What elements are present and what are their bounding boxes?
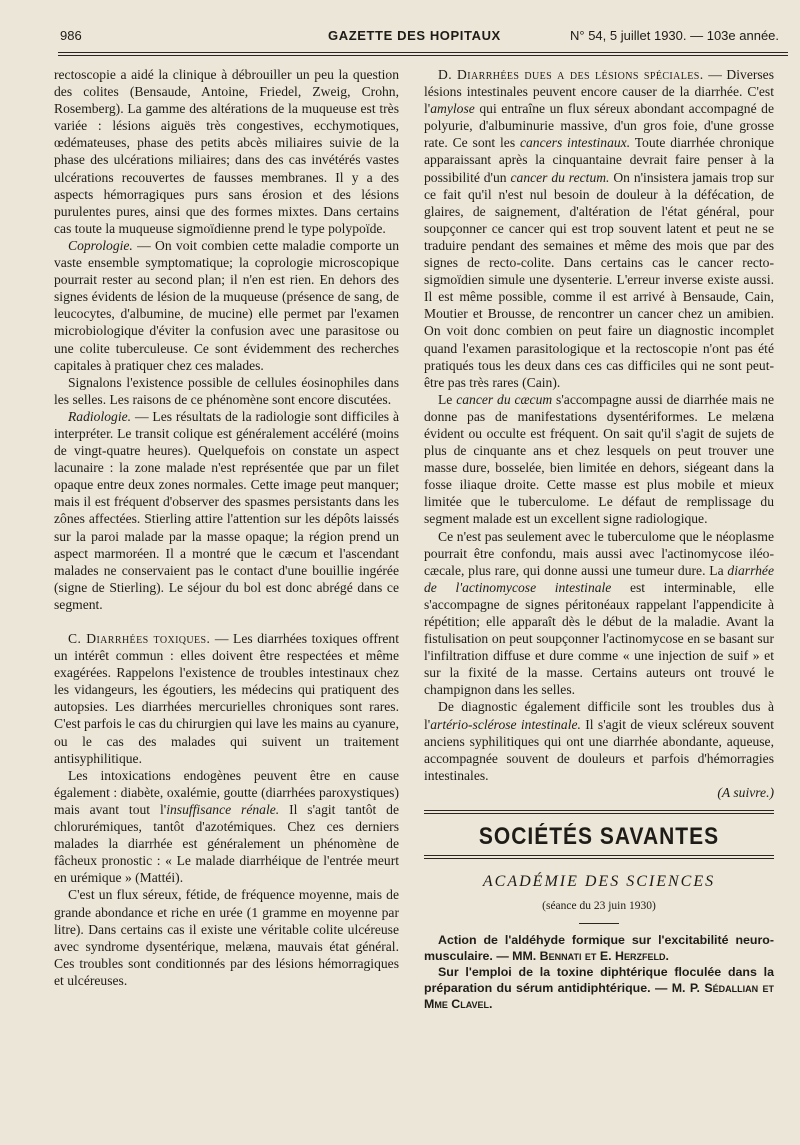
paragraph-text: rectoscopie a aidé la clinique à débrouiller un peu la question des colites (Bensaude, Antoine, Friedel, Zweig, Crohn, Rosemberg). La gamme des altérations de la muqueuse est très variée : lésions aiguës très congestives, ecchymotiques, œdémateuses, phase des petits abcès miliaires suivie de la phase des ulcérations miliaires; dans des cas invétérés vastes ulcérations recouvertes de fausses membranes. Il y a des aspects hémorragiques purs sans érosion et des lésions purulentes pures, ainsi que des formes mixtes. Dans certains cas toute la muqueuse sigmoïdienne prend le type polypoïde. bbox=[54, 67, 399, 236]
paragraph bbox=[54, 630, 399, 767]
paragraph-text: — Diverses lésions intestinales peuvent encore causer de la diarrhée. C'est l' bbox=[424, 67, 774, 117]
paragraph-text: — On voit combien cette maladie comporte un vaste ensemble symptomatique; la coprologie microscopique pourrait rester au second plan; il n'en est rien. En dehors des signes évidents de lésion de la muqueuse (présence de sang, de leucocytes, d'albumine, de mucine) elle permet par l'examen microbiologique d'éviter la confusion avec une parasitose ou une colite tuberculeuse. Ce sont évidemment des recherches capitales à pratiquer chez ces malades. bbox=[54, 237, 399, 373]
paragraph bbox=[54, 66, 399, 237]
paragraph bbox=[424, 528, 774, 699]
paragraph-text: On n'insistera jamais trop sur ce fait qu'il n'est nul besoin de douleur à la défécation, de glaires, de saignement, d'altération de l'état général, pour soupçonner ce cancer qui est trop souvent latent et peut ne se traduire pendant des semaines et même des mois que par des signes de recto-colite. Dans certains cas le cancer recto-sigmoïdien simule une dysenterie. L'erreur inverse existe aussi. Il est même possible, comme il est arrivé à Bensaude, Cain, Moutier et Brousse, de rencontrer un cancer chez un amibien. On voit donc combien on peut faire un diagnostic incomplet quand l'examen parasitologique et la rectoscopie n'ont pas été pratiqués tous les deux dans ces cas difficiles qui ne sont peut-être pas très rares (Cain). bbox=[424, 169, 774, 390]
abstract-item bbox=[424, 932, 774, 964]
paragraph bbox=[424, 698, 774, 783]
paragraph bbox=[54, 408, 399, 613]
section-title: SOCIÉTÉS SAVANTES bbox=[478, 823, 720, 850]
emphasis: cancers intestinaux. bbox=[519, 135, 631, 151]
paragraph-text: C'est un flux séreux, fétide, de fréquence moyenne, mais de grande abondance et riche en urée (1 gramme en moyenne par litre). Dans certains cas il existe une véritable colite ulcéreuse avec syndrome dysentérique, melæna, mauvais état général. Ces troubles sont conditionnés par des lésions hémorragiques et ulcéreuses. bbox=[54, 887, 399, 988]
session-date: (séance du 23 juin 1930) bbox=[542, 900, 656, 913]
abstract-title: Sur l'emploi de la toxine diphtérique floculée dans la préparation du sérum antidiphtérique. bbox=[424, 965, 774, 996]
emphasis: amylose bbox=[430, 101, 475, 117]
paragraph-text: Il s'agit de vieux scléreux souvent anciens syphilitiques qui ont une diarrhée abondante, aqueuse, accompagnée souvent de douleurs et parfois d'hémorragies intestinales. bbox=[424, 716, 774, 783]
paragraph-text: De diagnostic également difficile sont les troubles dus à l' bbox=[424, 699, 774, 732]
paragraph-text: qui entraîne un flux séreux abondant accompagné de polyurie, d'albuminurie massive, d'un gros foie, d'une grosse rate. Ce sont les bbox=[424, 101, 774, 151]
right-column bbox=[424, 66, 774, 1012]
paragraph-label: Radiologie. bbox=[68, 408, 132, 424]
section-heading: D. Diarrhées dues a des lésions spéciales. bbox=[438, 67, 704, 82]
abstract-authors: — M. P. Sédallian et Mme Clavel. bbox=[424, 981, 774, 1012]
paragraph bbox=[54, 886, 399, 989]
abstract-item bbox=[424, 964, 774, 1012]
emphasis: artério-sclérose intestinale. bbox=[430, 716, 581, 732]
abstract-authors: — MM. Bennati et E. Herzfeld. bbox=[492, 949, 669, 964]
short-rule bbox=[579, 923, 619, 924]
emphasis: cancer du cæcum bbox=[456, 391, 553, 407]
issue-info: N° 54, 5 juillet 1930. — 103e année. bbox=[570, 28, 780, 43]
paragraph-text: — Les diarrhées toxiques offrent un intérêt commun : elles doivent être respectées et même exagérées. Rappelons l'existence de troubles intestinaux chez les vidangeurs, les égoutiers, les médecins qui pratiquent des autopsies. Les diarrhées mercurielles chroniques sont rares. C'est parfois le cas du chirurgien qui lave les mains au cyanure, ou le cas des malades qui suivent un traitement antisyphilitique. bbox=[54, 631, 399, 766]
paragraph-text: Ce n'est pas seulement avec le tuberculome que le néoplasme pourrait être confondu, mais aussi avec l'actinomycose iléo-cæcale, plus rare, qui donne aussi une tumeur dure. La bbox=[424, 528, 774, 578]
paragraph bbox=[54, 767, 399, 887]
paragraph-text: — Les résultats de la radiologie sont difficiles à interpréter. Le transit colique est généralement accéléré (moins de vingt-quatre heures). Quelquefois on constate un aspect lacunaire : la zone malade n'est représentée que par un filet opaque entre deux zones normales. Cette image peut manquer; mais il est fréquent d'observer des spasmes persistants dans les zônes affectées. Stierling attire l'attention sur les dépôts laissés sur la paroi malade par la masse opaque; la région prend un aspect marmoréen. Il a montré que le cæcum et l'ascendant malades ne conservaient pas le contact d'une bouillie ingérée (signe de Stierling). Le séjour du bol est donc abrégé dans ce segment. bbox=[54, 408, 399, 612]
section-rule bbox=[424, 855, 774, 859]
section-rule bbox=[424, 810, 774, 814]
left-column bbox=[54, 66, 399, 989]
paragraph-text: Le bbox=[438, 391, 457, 407]
header-rule bbox=[58, 52, 788, 56]
to-be-continued bbox=[424, 784, 774, 801]
paragraph-text: est interminable, elle s'accompagne de signes péritonéaux rappelant l'appendicite à répétition; elle apparaît dès le début de la maladie. Avant la fistulisation on peut soupçonner l'actinomycose en se basant sur l'infiltration diffuse et dure comme « une injection de suif » et sur la fixité de la masse. Certains auteurs ont trouvé le champignon dans les selles. bbox=[424, 579, 775, 698]
page-number: 986 bbox=[60, 28, 82, 43]
emphasis: diarrhée de l'actinomycose intestinale bbox=[424, 562, 774, 595]
paragraph-label: Coprologie. bbox=[68, 237, 133, 253]
abstract-title: Action de l'aldéhyde formique sur l'excitabilité neuro-musculaire. bbox=[424, 933, 774, 964]
emphasis: cancer du rectum. bbox=[510, 169, 610, 185]
academy-heading: ACADÉMIE DES SCIENCES bbox=[482, 873, 716, 891]
paragraph bbox=[54, 237, 399, 374]
paragraph-text: Les intoxications endogènes peuvent être en cause également : diabète, oxalémie, goutte (diarrhées paroxystiques) mais avant tout l' bbox=[54, 767, 399, 817]
paragraph-text: Il s'agit tantôt de chlorurémiques, tantôt d'azotémiques. Chez ces derniers malades la diarrhée est généralement un phénomène de fâcheux pronostic : « Le malade diarrhéique de l'entrée meurt en urémique » (Mattéi). bbox=[54, 801, 400, 886]
section-heading: C. Diarrhées toxiques. bbox=[68, 631, 211, 646]
emphasis: insuffisance rénale. bbox=[166, 801, 280, 817]
page-header bbox=[58, 26, 788, 48]
paragraph bbox=[54, 374, 399, 408]
paragraph-text: s'accompagne aussi de diarrhée mais ne donne pas de manifestations dysentériformes. Le melæna évident ou occulte est fréquent. On sait qu'il s'agit de sujets de plus de cinquante ans et chez lesquels on peut trouver une masse dure, bosselée, bien limitée en dehors, siégeant dans la fosse iliaque droite. Cette masse est plus mobile et mieux limitée que le tuberculome. Le défaut de remplissage du segment malade est un excellent signe radiologique. bbox=[424, 391, 774, 527]
paragraph bbox=[424, 66, 774, 391]
paragraph-text: Toute diarrhée chronique apparaissant après la cinquantaine devrait faire penser à la possibilité d'un bbox=[424, 135, 774, 185]
paragraph-text: Signalons l'existence possible de cellules éosinophiles dans les selles. Les raisons de ce phénomène sont encore discutées. bbox=[54, 374, 399, 407]
to-be-continued-text: (A suivre.) bbox=[717, 784, 774, 800]
journal-title: GAZETTE DES HOPITAUX bbox=[328, 28, 501, 43]
paragraph bbox=[424, 391, 774, 528]
